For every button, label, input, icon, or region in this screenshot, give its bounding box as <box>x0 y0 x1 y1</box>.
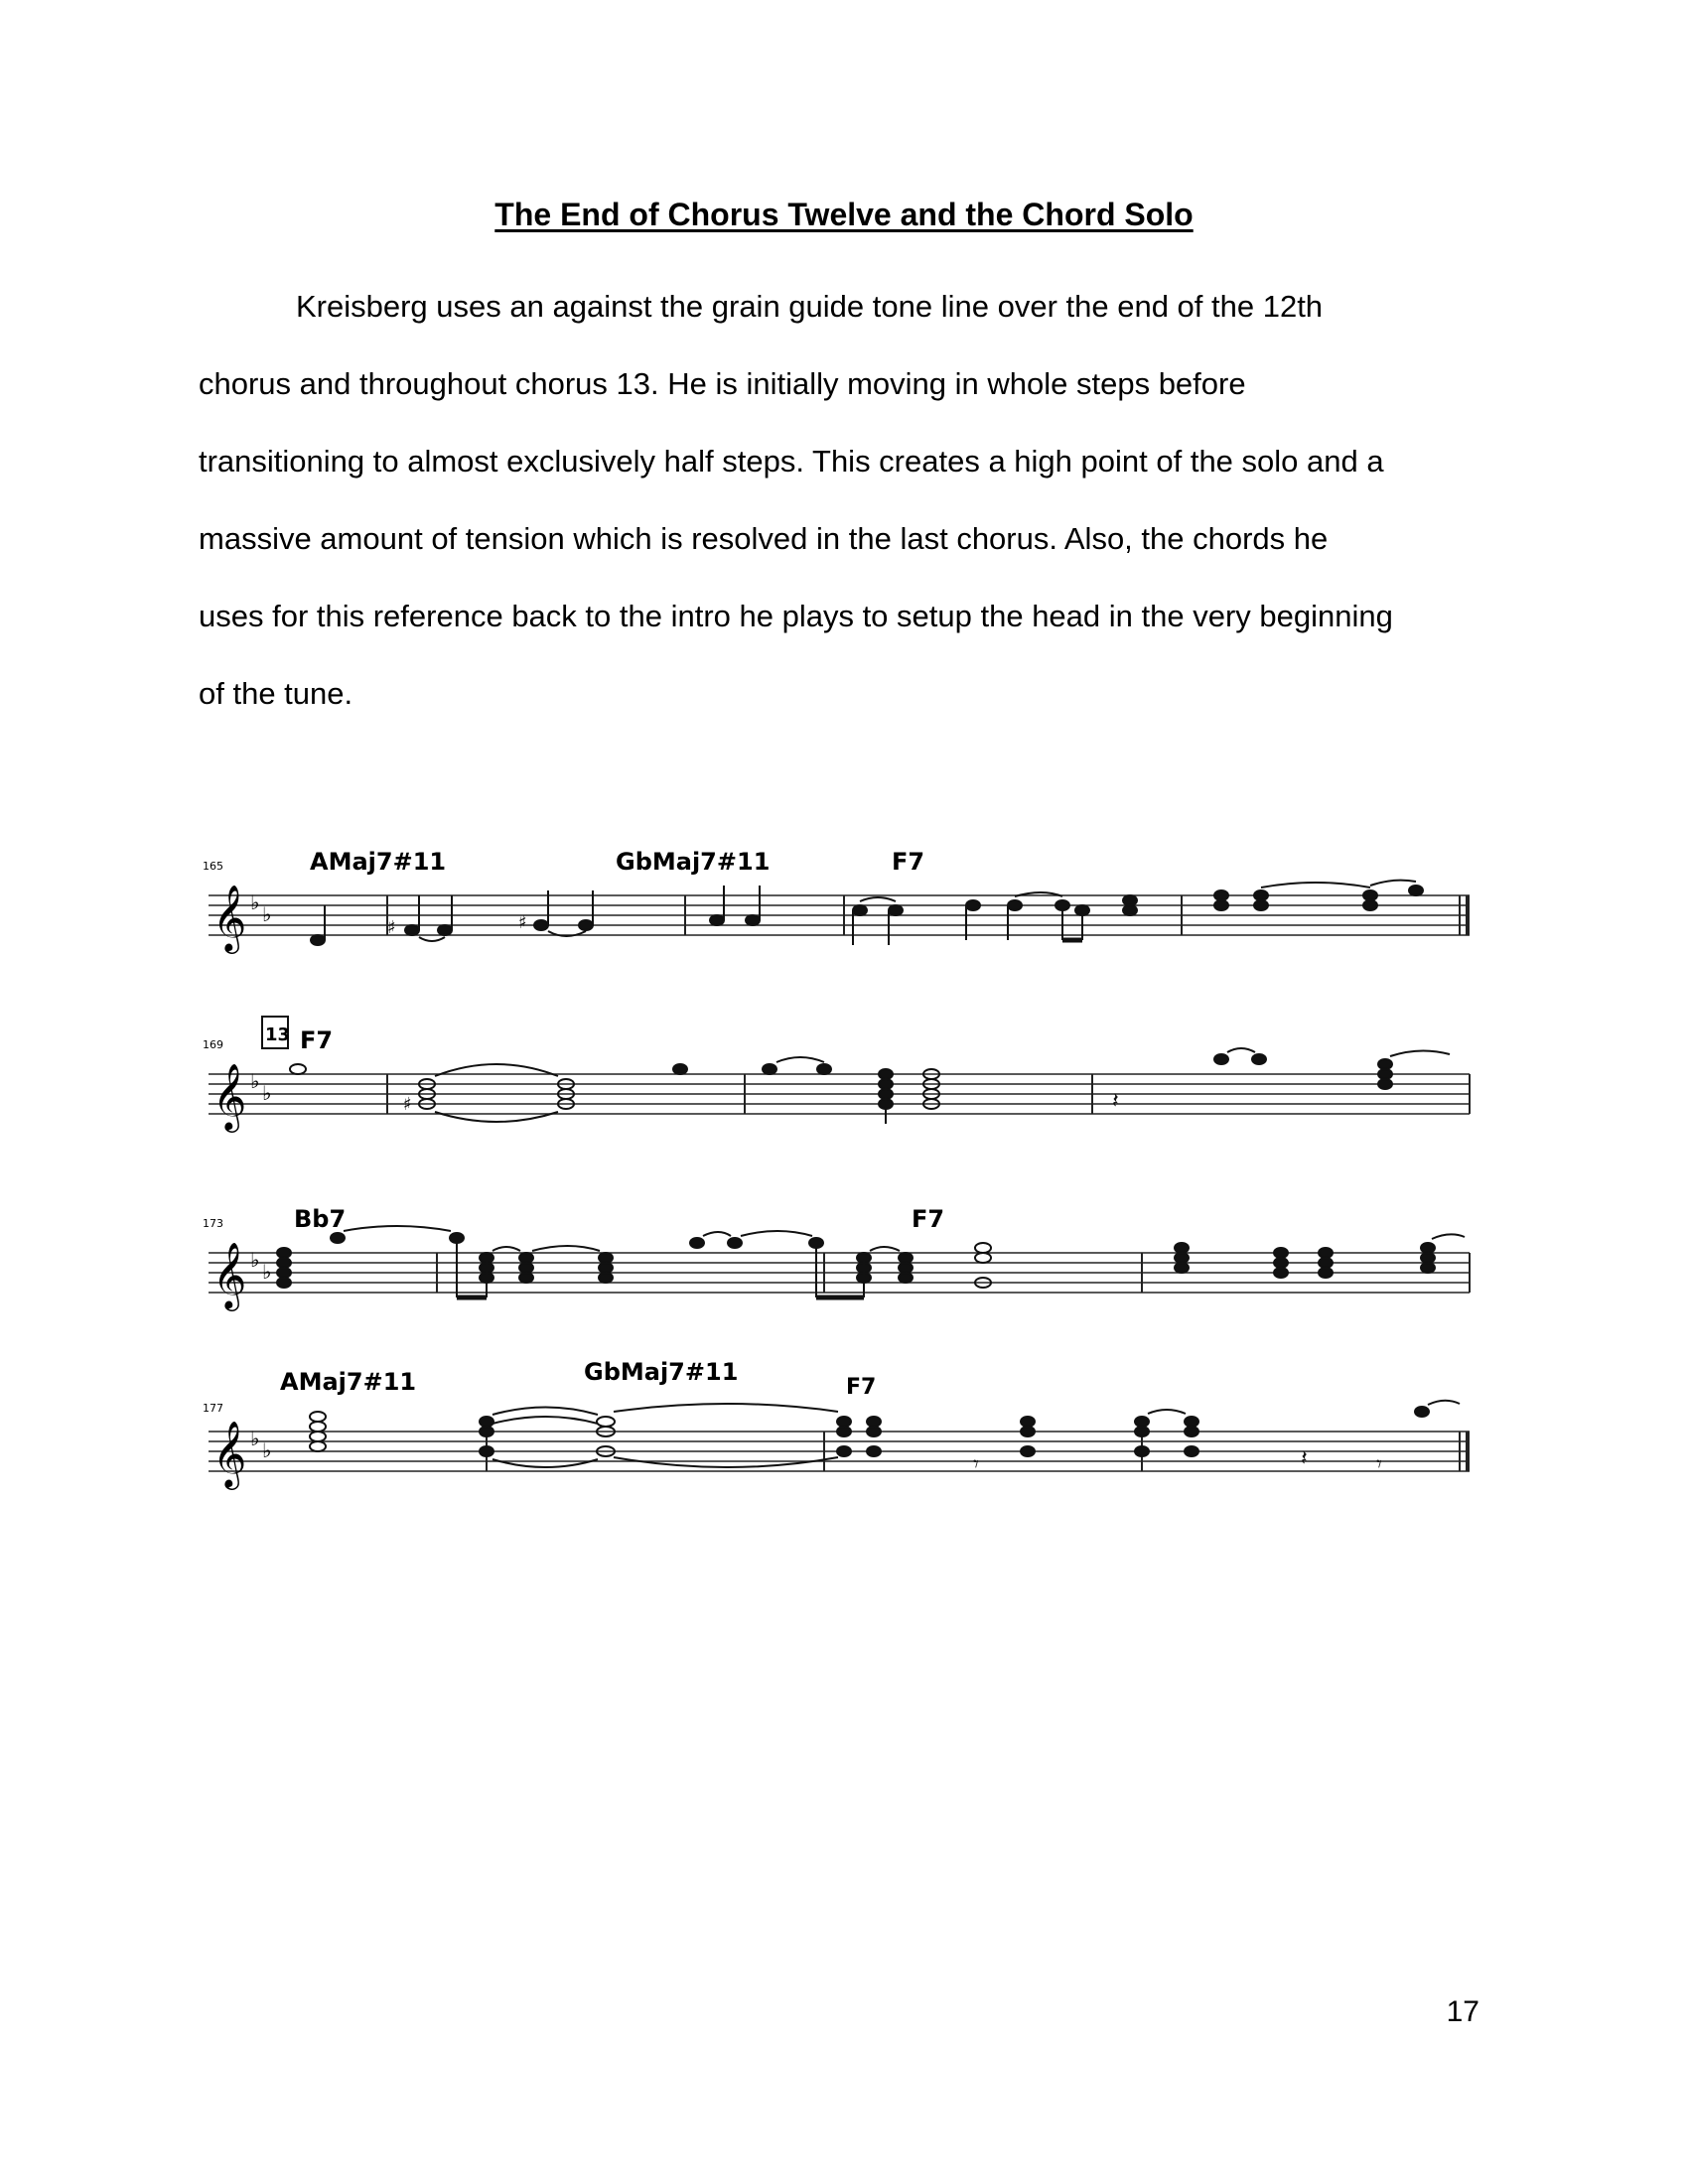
flat-icon: ♭ <box>262 1438 272 1462</box>
notes <box>277 1233 1435 1297</box>
flat-icon: ♭ <box>262 1260 272 1284</box>
svg-text:𝄽: 𝄽 <box>1301 1446 1308 1471</box>
staff-system-4 <box>203 1358 1470 1490</box>
svg-text:♯: ♯ <box>403 1094 412 1115</box>
flat-icon: ♭ <box>250 1248 260 1272</box>
svg-text:𝄾: 𝄾 <box>1376 1452 1382 1477</box>
section-heading: The End of Chorus Twelve and the Chord Solo <box>494 197 1194 232</box>
staff-system-1 <box>203 848 1470 954</box>
paragraph-line: Kreisberg uses an against the grain guide tone line over the end of the 12th <box>296 289 1324 324</box>
staff-lines <box>209 895 1470 935</box>
ties <box>419 881 1416 941</box>
svg-text:𝄽: 𝄽 <box>1112 1089 1119 1114</box>
chord-symbol: F7 <box>846 1375 877 1400</box>
flat-icon: ♭ <box>262 902 272 926</box>
flat-icon: ♭ <box>250 890 260 914</box>
treble-clef-icon: 𝄞 <box>212 1420 247 1487</box>
measure-number: 165 <box>203 860 223 873</box>
treble-clef-icon: 𝄞 <box>212 1241 247 1308</box>
paragraph-line: chorus and throughout chorus 13. He is initially moving in whole steps before <box>199 366 1246 401</box>
body-paragraph <box>199 268 1489 733</box>
chord-symbol: F7 <box>300 1026 334 1054</box>
chord-symbol: GbMaj7#11 <box>616 848 771 876</box>
staff-system-2 <box>203 1017 1470 1133</box>
staff-lines <box>209 1074 1470 1114</box>
paragraph-line: massive amount of tension which is resolved in the last chorus. Also, the chords he <box>199 521 1329 556</box>
svg-text:♯: ♯ <box>518 912 527 933</box>
page-number: 17 <box>1446 1995 1479 2028</box>
measure-number: 173 <box>203 1217 223 1230</box>
music-score <box>189 834 1499 1569</box>
ties <box>344 1226 1465 1251</box>
svg-text:𝄾: 𝄾 <box>973 1452 979 1477</box>
flat-icon: ♭ <box>262 1081 272 1105</box>
chord-symbol: Bb7 <box>294 1205 347 1233</box>
measure-number: 169 <box>203 1038 223 1051</box>
svg-text:♯: ♯ <box>387 917 396 938</box>
paragraph-line: transitioning to almost exclusively half steps. This creates a high point of the solo and a <box>199 444 1384 478</box>
paragraph-line: uses for this reference back to the intro he plays to setup the head in the very beginning <box>199 599 1393 633</box>
chord-symbol: AMaj7#11 <box>280 1368 417 1396</box>
treble-clef-icon: 𝄞 <box>212 1062 247 1130</box>
chord-symbol: F7 <box>912 1205 945 1233</box>
flat-icon: ♭ <box>250 1427 260 1450</box>
ties <box>435 1048 1450 1122</box>
flat-icon: ♭ <box>250 1069 260 1093</box>
chord-symbol: GbMaj7#11 <box>584 1358 739 1386</box>
chord-symbol: F7 <box>892 848 925 876</box>
staff-system-3 <box>203 1205 1470 1311</box>
chord-symbol: AMaj7#11 <box>310 848 447 876</box>
treble-clef-icon: 𝄞 <box>212 884 247 951</box>
paragraph-line: of the tune. <box>199 676 353 711</box>
rehearsal-mark: 13 <box>265 1024 291 1045</box>
measure-number: 177 <box>203 1402 223 1415</box>
